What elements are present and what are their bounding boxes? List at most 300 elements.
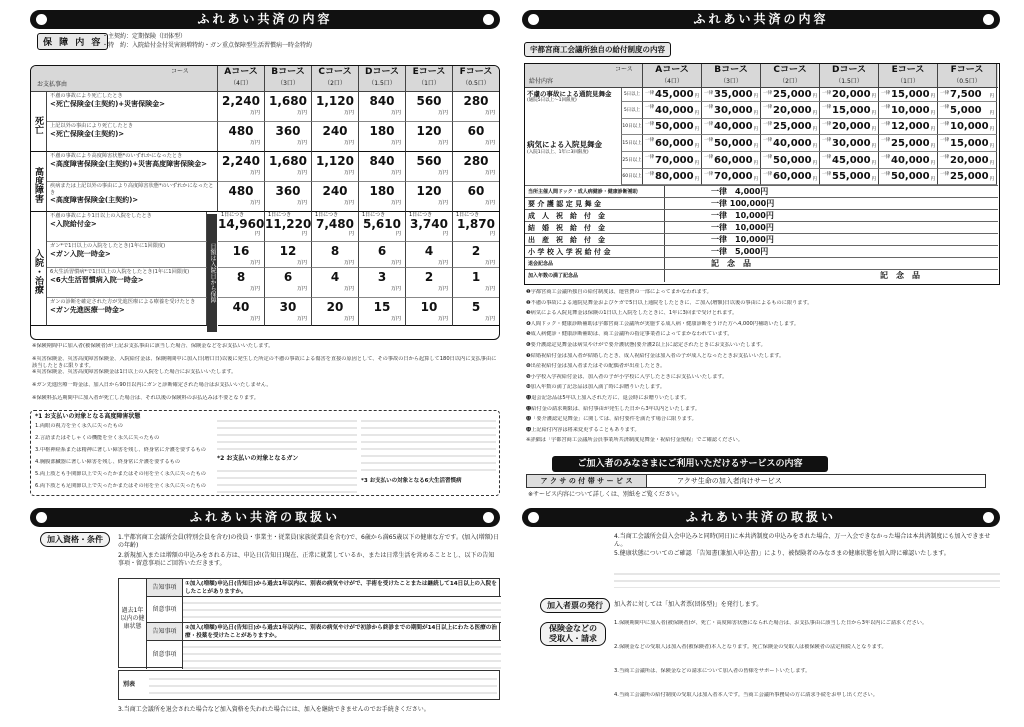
benefit-unit: 万円	[390, 200, 401, 206]
benefit-unit: 万円	[390, 286, 401, 292]
group-label: 入院・治療	[31, 212, 47, 326]
conditions-box	[30, 410, 500, 496]
yen-unit: 円	[694, 144, 699, 149]
benefit-unit: 万円	[484, 286, 495, 292]
benefit-value: 3	[377, 270, 387, 284]
benefit-amount-cell	[359, 268, 406, 298]
sick-amount-cell	[702, 152, 761, 169]
benefit-table	[524, 63, 1000, 285]
flat-mark: 一律	[704, 91, 713, 96]
course-units: （1口）	[897, 78, 919, 85]
certificate-tag: 加入者票の発行	[540, 598, 610, 613]
benefit-unit: 円	[442, 231, 448, 237]
benefit-system-tag: 宇都宮商工会議所独自の給付制度の内容	[524, 42, 671, 57]
benefit-unit: 円	[301, 231, 307, 237]
flat-mark: 一律	[881, 91, 890, 96]
guarantee-tag: 保 障 内 容	[37, 33, 108, 50]
flat-mark: 一律	[822, 138, 831, 143]
benefit-value: 4	[424, 244, 434, 258]
claim-tag: 保険金などの受取人・請求	[540, 622, 606, 646]
benefit-unit: 万円	[437, 110, 448, 116]
benefit-value: 15,000	[891, 89, 930, 100]
benefit-unit: 万円	[343, 286, 354, 292]
benefit-value: 20	[326, 300, 344, 314]
sick-amount-cell	[702, 169, 761, 185]
benefit-unit: 万円	[249, 200, 260, 206]
course-units: （1.5口）	[835, 78, 863, 85]
benefit-unit: 万円	[390, 140, 401, 146]
benefit-amount-cell	[265, 298, 312, 326]
course-name: Dコース	[831, 65, 867, 75]
flat-mark: 一律	[822, 105, 831, 110]
benefit-value: 6	[377, 244, 387, 258]
cancer-text-block	[217, 465, 357, 493]
course-name: Eコース	[891, 65, 925, 75]
days-label: 5日以上	[621, 88, 643, 102]
sick-amount-cell	[643, 135, 702, 152]
benefit-amount-cell	[453, 122, 500, 152]
benefit-amount-cell	[453, 182, 500, 212]
coverage-note: ※災害保険金、災害高度障害保険金は1日以上の入院をした場合にお支払いいたします。	[32, 369, 237, 375]
benefit-unit: 万円	[343, 110, 354, 116]
yen-unit: 円	[930, 94, 935, 99]
flat-mark: 一律	[763, 138, 772, 143]
flat-mark: 一律	[881, 138, 890, 143]
left-top-title: ふれあい共済の内容	[197, 12, 333, 26]
benefit-note: ※詳細は「宇都宮商工会議所会員事業所共済制度見舞金・祝給付金規程」でご確認ください。	[526, 437, 744, 444]
course-name: Aコース	[655, 65, 689, 75]
benefit-value: 20,000	[950, 154, 989, 166]
benefit-amount-cell	[218, 182, 265, 212]
disability-condition: 6.両下肢とも足関節以上で失ったかまたはその用を全く永久に失ったもの	[35, 483, 206, 489]
flat-mark: 一律	[704, 155, 713, 160]
yen-unit: 円	[753, 94, 758, 99]
benefit-value: 360	[275, 184, 301, 198]
benefit-value: 6	[283, 270, 293, 284]
benefit-value: 280	[463, 154, 489, 168]
benefit-value: 20,000	[832, 89, 871, 100]
benefit-note: ⓭「要介護認定見舞金」に関しては、給付要件を満たす場合に限ります。	[526, 416, 697, 423]
flat-benefit-row	[525, 185, 998, 197]
benefit-name: <6大生活習慣病入院一時金>	[50, 275, 144, 284]
yen-unit: 円	[930, 127, 935, 132]
sick-sub: (入院1日以上、1年に3回限度)	[527, 150, 589, 155]
benefit-value: 45,000	[832, 154, 871, 166]
benefit-amount-cell	[359, 298, 406, 326]
benefit-value: 30,000	[832, 137, 871, 149]
benefit-value: 12,000	[891, 121, 930, 132]
accident-amount-cell	[702, 88, 761, 102]
flat-mark: 一律	[940, 138, 949, 143]
benefit-note: ❶宇都宮商工会議所独自の給付制度は、運営費の一部によってまかなわれます。	[526, 289, 712, 295]
benefit-value: 40,000	[655, 104, 694, 116]
flat-mark: 一律	[940, 155, 949, 160]
benefit-unit: 万円	[296, 260, 307, 266]
disease-table	[118, 670, 500, 700]
benefit-name: <高度障害保険金(主契約)>	[50, 196, 139, 204]
benefit-value: 60	[467, 184, 485, 198]
course-header	[218, 66, 265, 92]
caution-label-2: 留意事項	[147, 641, 183, 669]
benefit-amount-cell	[218, 92, 265, 122]
coverage-note: ※ガン先進医療一時金は、加入日から90日以内にガンと診断確定された場合はお支払いいたしません。	[32, 382, 272, 388]
benefit-amount-cell	[406, 182, 453, 212]
benefit-unit: 万円	[296, 110, 307, 116]
disability-condition: 5.両上肢とも手関節以上で失ったかまたはその用を全く永久に失ったもの	[35, 471, 206, 477]
yen-unit: 円	[694, 94, 699, 99]
payout-header-label: お支払事由	[37, 81, 68, 88]
benefit-unit: 万円	[343, 260, 354, 266]
yen-unit: 円	[930, 144, 935, 149]
benefit-unit: 万円	[437, 200, 448, 206]
benefit-value: 180	[369, 184, 395, 198]
benefit-value: 2	[424, 270, 434, 284]
benefit-amount-cell	[312, 212, 359, 242]
benefit-unit: 円	[348, 231, 354, 237]
coverage-note: ※災害保険金、災害高度障害保険金、入院給付金は、保険期間中に加入日(増口日)以後に発生した所定の不慮の事故による傷害を直接の原因として、その事故の日から起算して180日以内に支払事由に該当したときに限ります。	[32, 356, 497, 369]
days-label: 15日以上	[621, 135, 643, 152]
row-condition: 上記以外の事由により死亡したとき	[50, 123, 134, 129]
notice-label-1: 告知事項	[147, 579, 183, 597]
flat-benefit-label: 要 介 護 認 定 見 舞 金	[525, 198, 665, 210]
flat-mark: 一律	[763, 91, 772, 96]
flat-benefit-row	[525, 197, 998, 209]
sick-amount-cell	[938, 169, 997, 185]
coverage-table	[30, 65, 500, 340]
benefit-course-header	[938, 64, 997, 88]
course-header	[453, 66, 500, 92]
yen-unit: 円	[871, 111, 876, 116]
benefit-amount-cell	[312, 182, 359, 212]
course-header	[312, 66, 359, 92]
benefit-value: 240	[322, 124, 348, 138]
benefit-unit: 円	[395, 231, 401, 237]
benefit-name: <ガン入院一時金>	[50, 249, 111, 258]
flat-benefit-label: 成 人 祝 給 付 金	[525, 210, 665, 222]
benefit-unit: 円	[489, 231, 495, 237]
yen-unit: 円	[812, 177, 817, 182]
yen-unit: 円	[871, 161, 876, 166]
benefit-note: ⓫退会記念品は5年以上加入された方に、退会時にお贈りいたします。	[526, 395, 690, 401]
course-units: （3口）	[277, 80, 299, 87]
benefit-value: 2,240	[222, 94, 260, 108]
yen-unit: 円	[989, 111, 994, 116]
benefit-value: 60,000	[655, 137, 694, 149]
benefit-value: 60,000	[773, 171, 812, 182]
per-day-label: 1日につき	[315, 212, 339, 218]
benefit-note: ⓮上記給付内容は将来変更することもあります。	[526, 426, 640, 433]
yen-unit: 円	[871, 177, 876, 182]
benefit-value: 50,000	[891, 171, 930, 182]
flat-benefit-value: 一律 100,000円	[711, 199, 775, 208]
course-header	[359, 66, 406, 92]
course-name: Cコース	[318, 67, 352, 77]
benefit-note: ❷不慮の事故による通院見舞金およびケガで5日以上通院をしたときに、ご加入(増額)日以後の事由によるものに限ります。	[526, 299, 813, 306]
disability-condition: 2.言語またはそしゃくの機能を全く永久に失ったもの	[35, 435, 160, 441]
sick-amount-cell	[643, 102, 702, 119]
sick-amount-cell	[761, 169, 820, 185]
row-description	[47, 298, 207, 326]
benefit-value: 30,000	[714, 104, 753, 116]
course-name: Eコース	[412, 67, 446, 77]
flat-benefit-value: 一律 5,000円	[711, 247, 769, 256]
benefit-value: 25,000	[950, 171, 989, 182]
flat-benefit-label: 退会記念品	[525, 258, 665, 270]
sick-amount-cell	[938, 152, 997, 169]
benefit-value: 7,500	[950, 89, 982, 100]
flat-mark: 一律	[763, 122, 772, 127]
benefit-name: <高度障害保険金(主契約)+災害高度障害保険金>	[50, 159, 207, 168]
service-row	[526, 474, 986, 488]
benefit-amount-cell	[265, 182, 312, 212]
flat-mark: 一律	[940, 172, 949, 177]
sick-amount-cell	[938, 119, 997, 135]
benefit-unit: 万円	[437, 170, 448, 176]
row-condition: ガン*で1日以上の入院をしたとき(1年に1回限度)	[50, 243, 166, 249]
benefit-value: 20,000	[773, 104, 812, 116]
sick-amount-cell	[820, 119, 879, 135]
yen-unit: 円	[930, 111, 935, 116]
benefit-amount-cell	[406, 212, 453, 242]
benefit-value: 7,480	[316, 217, 354, 231]
per-day-label: 1日につき	[268, 212, 292, 218]
benefit-amount-cell	[359, 242, 406, 268]
benefit-unit: 万円	[484, 200, 495, 206]
benefit-amount-cell	[218, 152, 265, 182]
yen-unit: 円	[871, 144, 876, 149]
benefit-value: 55,000	[832, 171, 871, 182]
flat-mark: 一律	[645, 105, 654, 110]
left-bottom-section-bar	[30, 508, 500, 527]
benefit-value: 1,870	[457, 217, 495, 231]
benefit-value: 1,680	[269, 94, 307, 108]
yen-unit: 円	[812, 127, 817, 132]
accident-sub: (通院5日以上～1回限度)	[527, 98, 577, 103]
flat-benefit-row	[525, 221, 998, 233]
flat-mark: 一律	[704, 122, 713, 127]
benefit-payout-label: 給付内容	[529, 78, 554, 85]
course-units: （0.5口）	[462, 80, 490, 87]
benefit-amount-cell	[453, 152, 500, 182]
accident-amount-cell	[643, 88, 702, 102]
flat-mark: 一律	[940, 105, 949, 110]
benefit-amount-cell	[312, 92, 359, 122]
hospitalization-side-label: 日額は入院日から保障	[207, 214, 217, 332]
high-disability-title: *1 お支払いの対象となる高度障害状態	[35, 413, 141, 420]
flat-benefit-value: 一律 10,000円	[711, 211, 774, 220]
benefit-value: 280	[463, 94, 489, 108]
sick-amount-cell	[879, 152, 938, 169]
caution-label-1: 留意事項	[147, 597, 183, 623]
row-condition: 6大生活習慣病*で1日以上の入院をしたとき(1年に1回限度)	[50, 269, 190, 275]
sick-amount-cell	[879, 102, 938, 119]
benefit-value: 40,000	[714, 121, 753, 132]
course-name: Bコース	[714, 65, 748, 75]
benefit-value: 35,000	[714, 89, 753, 100]
sick-amount-cell	[761, 119, 820, 135]
benefit-value: 360	[275, 124, 301, 138]
row-condition: 不慮の事故により高度障害状態*のいずれかになったとき	[50, 153, 183, 159]
benefit-value: 5,000	[950, 104, 982, 116]
benefit-amount-cell	[359, 212, 406, 242]
flat-mark: 一律	[645, 122, 654, 127]
disability-condition: 3.中枢神経系または精神に著しい障害を残し、終身常に介護を要するもの	[35, 447, 206, 453]
join-line-1: 1.宇都宮商工会議所会員(特別会員を含む)の役員・事業主・従業員(家族従業員を含む)で、6歳から満65歳以下の健康な方です。(加入(増額)日の年齢)	[118, 534, 499, 549]
yen-unit: 円	[871, 127, 876, 132]
benefit-amount-cell	[406, 268, 453, 298]
right-bottom-title: ふれあい共済の取扱い	[685, 510, 836, 524]
benefit-amount-cell	[453, 298, 500, 326]
claim-line: 2.保険金などの受取人は加入者(被保険者)本人となります。死亡保険金の受取人は被保険者の法定相続人となります。	[614, 644, 887, 650]
flat-benefit-value: 記 念 品	[880, 271, 920, 280]
flat-mark: 一律	[822, 122, 831, 127]
benefit-course-header	[643, 64, 702, 88]
yen-unit: 円	[753, 177, 758, 182]
bottom-line-1: 4.当商工会議所会員入会申込みと同時(同日)に本共済制度の申込みをされた場合、万一入会できなかった場合は本共済制度にも加入できません。	[614, 533, 991, 548]
benefit-amount-cell	[453, 268, 500, 298]
benefit-note: ⓬給付金の請求期限は、給付事由が発生した日から3年以内といたします。	[526, 405, 701, 412]
flat-mark: 一律	[940, 122, 949, 127]
benefit-amount-cell	[453, 212, 500, 242]
yen-unit: 円	[812, 161, 817, 166]
bottom-line-2: 5.健康状態についてのご確認 「告知書(兼加入申込書)」により、被保険者のみなさまの健康状態を加入時に確認いたします。	[614, 550, 950, 557]
benefit-value: 25,000	[773, 89, 812, 100]
benefit-unit: 万円	[484, 110, 495, 116]
benefit-unit: 万円	[390, 260, 401, 266]
flat-mark: 一律	[645, 138, 654, 143]
benefit-amount-cell	[218, 122, 265, 152]
flat-benefit-label: 加入年数の満了記念品	[525, 270, 665, 282]
flat-benefit-label: 結 婚 祝 給 付 金	[525, 222, 665, 234]
row-condition: 疾病または上記以外の事由により高度障害状態*のいずれかになったとき	[50, 183, 214, 196]
flat-mark: 一律	[822, 172, 831, 177]
benefit-amount-cell	[406, 92, 453, 122]
sick-amount-cell	[938, 102, 997, 119]
service-label: ア ク サ の 付 帯 サ ー ビ ス	[527, 475, 647, 487]
sick-amount-cell	[702, 119, 761, 135]
benefit-course-header	[879, 64, 938, 88]
benefit-value: 240	[322, 184, 348, 198]
benefit-note: ❼結婚祝給付金は加入者が結婚したとき、成人祝給付金は加入者の子が成人となったときお支払いいたします。	[526, 352, 785, 359]
sick-amount-cell	[879, 135, 938, 152]
sick-amount-cell	[761, 152, 820, 169]
yen-unit: 円	[753, 111, 758, 116]
group-label: 高度障害	[31, 152, 47, 212]
benefit-name: <入院給付金>	[50, 219, 97, 228]
sick-amount-cell	[643, 119, 702, 135]
benefit-unit: 万円	[296, 200, 307, 206]
coverage-note: ※保険期間中に加入者(被保険者)が上記お支払事由に該当した場合、保険金などをお支払いいたします。	[32, 343, 274, 349]
benefit-value: 1,680	[269, 154, 307, 168]
flat-benefit-row	[525, 257, 998, 269]
benefit-note: ❽出産祝給付金は加入者またはその配偶者が出産したとき。	[526, 363, 666, 370]
flat-mark: 一律	[940, 91, 949, 96]
yen-unit: 円	[694, 177, 699, 182]
benefit-unit: 万円	[437, 286, 448, 292]
benefit-value: 11,220	[265, 217, 312, 231]
sick-amount-cell	[879, 119, 938, 135]
days-label: 60日以上	[621, 169, 643, 185]
accident-amount-cell	[820, 88, 879, 102]
lifestyle-box-title: *3 お支払いの対象となる6大生活習慣病	[361, 478, 462, 484]
health-label: 過去1年以内の健康状態	[119, 579, 147, 669]
flat-benefit-label: 当所主催人間ドック・成人病健診・健康診断補助	[525, 186, 665, 198]
accident-amount-cell	[938, 88, 997, 102]
yen-unit: 円	[694, 111, 699, 116]
benefit-value: 8	[236, 270, 246, 284]
benefit-amount-cell	[312, 298, 359, 326]
benefit-unit: 万円	[390, 316, 401, 322]
days-label: 25日以上	[621, 152, 643, 169]
flat-mark: 一律	[763, 172, 772, 177]
benefit-value: 45,000	[655, 89, 694, 100]
flat-mark: 一律	[881, 155, 890, 160]
course-units: （0.5口）	[953, 78, 981, 85]
benefit-value: 30	[279, 300, 297, 314]
per-day-label: 1日につき	[221, 212, 245, 218]
benefit-value: 560	[416, 94, 442, 108]
benefit-value: 2,240	[222, 154, 260, 168]
course-header	[265, 66, 312, 92]
flat-mark: 一律	[763, 155, 772, 160]
days-label: 5日以上	[621, 102, 643, 119]
yen-unit: 円	[753, 144, 758, 149]
benefit-amount-cell	[453, 92, 500, 122]
benefit-value: 10,000	[891, 104, 930, 116]
left-top-section-bar	[30, 10, 500, 29]
benefit-amount-cell	[265, 152, 312, 182]
benefit-note: ❿加入年数の満了記念品は加入満了時にお贈りいたします。	[526, 384, 666, 391]
course-name: Bコース	[271, 67, 305, 77]
row-condition: ガンの診断を確定された方が先進医療による療養を受けたとき	[50, 299, 196, 305]
disability-condition: 4.胸腹部臓器に著しい障害を残し、終身常に介護を要するもの	[35, 459, 181, 465]
service-value: アクサ生命の加入者向けサービス	[677, 477, 782, 485]
benefit-value: 840	[369, 94, 395, 108]
accident-amount-cell	[879, 88, 938, 102]
benefit-unit: 円	[254, 231, 260, 237]
benefit-value: 70,000	[714, 171, 753, 182]
yen-unit: 円	[989, 161, 994, 166]
flat-benefit-label: 出 産 祝 給 付 金	[525, 234, 665, 246]
benefit-unit: 万円	[249, 260, 260, 266]
accident-amount-cell	[761, 88, 820, 102]
sick-amount-cell	[820, 152, 879, 169]
benefit-note: ❹人間ドック・健康診断補助は宇都宮商工会議所が実施する成人病・健康診断をうけた方へ4,000円補助いたします。	[526, 320, 800, 327]
flat-mark: 一律	[704, 105, 713, 110]
benefit-unit: 万円	[437, 140, 448, 146]
flat-mark: 一律	[704, 172, 713, 177]
benefit-note: ❺成人病健診・健康診断補助は、商工会議所の指定事業者によってまかなわれています。	[526, 331, 733, 338]
benefit-value: 15,000	[832, 104, 871, 116]
claim-line: 4.当商工会議所の給付制度の受取人は加入者本人です。当商工会議所事務局の方に請求手続をお申し出ください。	[614, 692, 878, 698]
benefit-unit: 万円	[437, 316, 448, 322]
right-top-section-bar	[522, 10, 1000, 29]
benefit-note: ❸病気による入院見舞金は保険の1日以上入院をしたときに、1年に3回まで受けとれます。	[526, 310, 738, 317]
yen-unit: 円	[989, 94, 994, 99]
benefit-amount-cell	[312, 242, 359, 268]
flat-benefit-value: 一律 10,000円	[711, 223, 774, 232]
claim-line: 1.保険期間中に加入者(被保険者)が、死亡・高度障害状態になられた場合は、お支払事由に該当した日から3年以内にご請求ください。	[614, 620, 928, 626]
benefit-value: 1,120	[316, 154, 354, 168]
benefit-value: 120	[416, 124, 442, 138]
flat-mark: 一律	[822, 155, 831, 160]
benefit-value: 480	[228, 124, 254, 138]
join-footer: 3.当商工会議所を退会された場合など加入資格を失われた場合には、加入を継続できませんのでお手続きください。	[118, 706, 430, 713]
sick-amount-cell	[938, 135, 997, 152]
per-day-label: 1日につき	[456, 212, 480, 218]
yen-unit: 円	[753, 127, 758, 132]
notice-2: ②加入(増額)申込日(告知日)から過去1年以内に、別表の病気やけがで初診から終診までの期間が14日以上にわたる医療の治療・投薬を受けたことがありますか。	[183, 623, 501, 641]
